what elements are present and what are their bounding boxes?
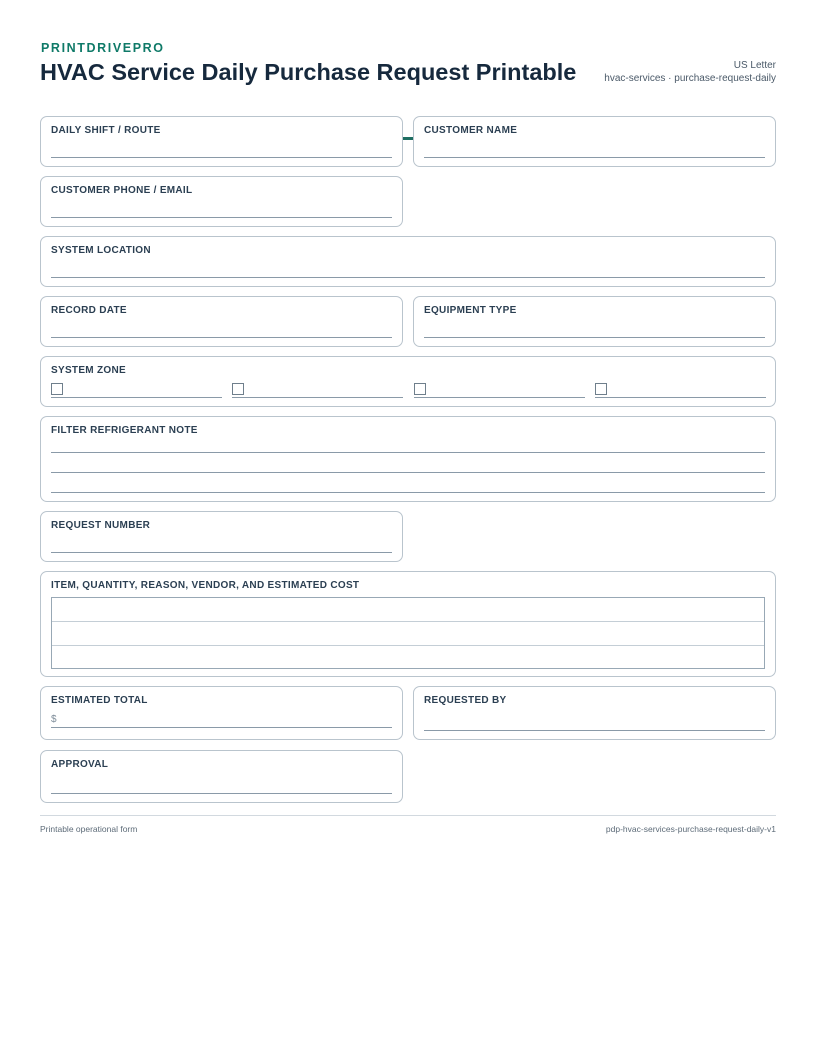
brand-name: PRINTDRIVEPRO	[41, 41, 165, 55]
equipment-type-label: EQUIPMENT TYPE	[424, 305, 517, 316]
approval-label: APPROVAL	[51, 759, 109, 770]
requested-by-label: REQUESTED BY	[424, 695, 507, 706]
table-row[interactable]	[52, 622, 764, 646]
footer-caption: Printable operational form	[40, 824, 138, 834]
system-zone-option	[414, 382, 585, 398]
estimated-total-input-line[interactable]	[51, 727, 392, 728]
customer-phone-email-field	[40, 176, 403, 227]
customer-phone-email-input-line[interactable]	[51, 217, 392, 218]
requested-by-input-line[interactable]	[424, 730, 765, 731]
customer-name-field	[413, 116, 776, 167]
daily-shift-route-field	[40, 116, 403, 167]
request-number-label: REQUEST NUMBER	[51, 520, 151, 531]
currency-symbol: $	[51, 714, 57, 725]
system-location-input-line[interactable]	[51, 277, 765, 278]
customer-phone-email-label: CUSTOMER PHONE / EMAIL	[51, 185, 193, 196]
system-zone-option	[51, 382, 222, 398]
filter-refrigerant-note-label: FILTER REFRIGERANT NOTE	[51, 425, 198, 436]
equipment-type-field	[413, 296, 776, 347]
footer-rule	[40, 815, 776, 816]
request-number-field	[40, 511, 403, 562]
table-row[interactable]	[52, 646, 764, 670]
customer-name-label: CUSTOMER NAME	[424, 125, 518, 136]
page-title: HVAC Service Daily Purchase Request Printable	[40, 59, 577, 85]
record-date-input-line[interactable]	[51, 337, 392, 338]
system-zone-checkbox[interactable]	[51, 383, 63, 395]
items-table	[51, 597, 765, 669]
approval-input-line[interactable]	[51, 793, 392, 794]
system-zone-checkbox[interactable]	[595, 383, 607, 395]
form-slug: hvac-services · purchase-request-daily	[604, 73, 776, 84]
system-zone-option	[232, 382, 403, 398]
form-header	[40, 40, 776, 100]
system-zone-option	[595, 382, 766, 398]
system-zone-field	[40, 356, 776, 407]
table-row[interactable]	[52, 598, 764, 622]
customer-name-input-line[interactable]	[424, 157, 765, 158]
form-id: pdp-hvac-services-purchase-request-daily-v1	[605, 824, 776, 834]
daily-shift-route-input-line[interactable]	[51, 157, 392, 158]
note-line[interactable]	[51, 452, 765, 453]
items-table-label: ITEM, QUANTITY, REASON, VENDOR, AND ESTIMATED COST	[51, 580, 360, 591]
system-zone-checkbox[interactable]	[414, 383, 426, 395]
form-meta	[604, 59, 776, 85]
equipment-type-input-line[interactable]	[424, 337, 765, 338]
paper-size-label: US Letter	[733, 60, 776, 71]
daily-shift-route-label: DAILY SHIFT / ROUTE	[51, 125, 161, 136]
requested-by-field	[413, 686, 776, 740]
system-location-label: SYSTEM LOCATION	[51, 245, 151, 256]
record-date-field	[40, 296, 403, 347]
estimated-total-label: ESTIMATED TOTAL	[51, 695, 148, 706]
system-zone-checkbox[interactable]	[232, 383, 244, 395]
system-zone-label: SYSTEM ZONE	[51, 365, 126, 376]
record-date-label: RECORD DATE	[51, 305, 127, 316]
estimated-total-field	[40, 686, 403, 740]
note-line[interactable]	[51, 492, 765, 493]
request-number-input-line[interactable]	[51, 552, 392, 553]
note-line[interactable]	[51, 472, 765, 473]
approval-field	[40, 750, 403, 803]
items-table-field	[40, 571, 776, 677]
system-location-field	[40, 236, 776, 287]
filter-refrigerant-note-field	[40, 416, 776, 502]
